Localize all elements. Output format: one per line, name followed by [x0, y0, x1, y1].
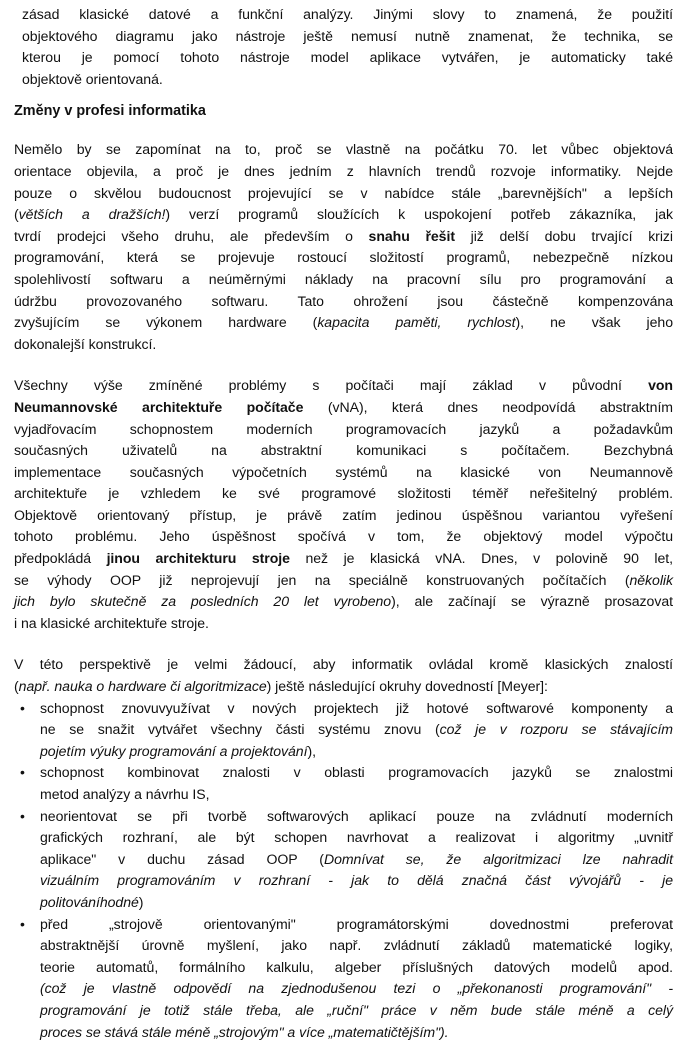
- text-run: než je klasická vNA. Dnes, v polovině 90 let,: [289, 550, 673, 567]
- list-item: [14, 762, 673, 805]
- bold-run: jinou architekturu stroje: [106, 550, 290, 567]
- italic-run: pojetím výuky programování a projektování: [40, 742, 308, 759]
- bullet-icon: •: [20, 915, 25, 932]
- italic-run: např. nauka o hardware či algoritmizace: [18, 678, 267, 695]
- bullet-icon: •: [20, 807, 25, 824]
- text-line: teorie automatů, formálního kalkulu, algeber příslušných datových modelů apod.: [40, 958, 673, 975]
- text-run: ), ne však jeho: [515, 314, 673, 331]
- italic-run: Domnívat se, že algoritmizaci lze nahradit: [323, 850, 673, 867]
- text-line: [40, 849, 673, 871]
- section-heading: Změny v profesi informatika: [14, 103, 206, 120]
- text-line: abstraktnější úrovně myšlení, jako např. zvládnutí základů matematické logiky,: [40, 937, 673, 954]
- text-line: [40, 892, 673, 914]
- text-run: ) ještě následující okruhy dovedností [Meyer]:: [266, 678, 548, 695]
- paragraph-2: [14, 375, 673, 634]
- text-line: schopnost kombinovat znalosti v oblasti programovacích jazyků se znalostmi: [40, 764, 673, 781]
- text-line: proces se stává stále méně „strojovým" a více „matematičtějším").: [40, 1023, 449, 1040]
- text-line: objektově orientovaná.: [22, 70, 163, 87]
- text-line: pouze o skvělou budoucnost projevující se v nabídce stále „barevnějších" a lepších: [14, 184, 673, 201]
- text-line: objektového diagramu jako nástroje ještě nemusí nutně znamenat, že technika, se: [22, 27, 673, 44]
- bold-run: snahu řešit: [368, 227, 455, 244]
- text-line: programování je totiž stále třeba, ale „ruční" práce v něm bude stále méně a celý: [40, 1001, 673, 1018]
- text-line: vizuálním programováním v rozhraní - jak to dělá značná část vývojářů - je: [40, 872, 673, 889]
- intro-paragraph: [14, 4, 673, 90]
- text-line: V této perspektivě je velmi žádoucí, aby informatik ovládal kromě klasických znalostí: [14, 656, 673, 673]
- text-line: implementace současných výpočetních systémů na klasické von Neumannově: [14, 463, 673, 480]
- text-run: (vNA), která dnes neodpovídá abstraktním: [303, 398, 674, 415]
- text-run: tvrdí prodejci všeho druhu, ale především o: [14, 227, 369, 244]
- bullet-icon: •: [20, 699, 25, 716]
- text-line: [40, 719, 673, 741]
- text-line: neorientovat se při tvorbě softwarových aplikací pouze na zvládnutí moderních: [40, 807, 673, 824]
- text-line: dokonalejší konstrukcí.: [14, 335, 157, 352]
- italic-run: kapacita paměti, rychlost: [317, 314, 516, 331]
- text-run: ), ale začínají se výrazně prosazovat: [391, 593, 673, 610]
- text-line: schopnost znovuvyužívat v nových projektech již hotové softwarové komponenty a: [40, 699, 673, 716]
- text-run: ne se snažit vytvářet všechny části systému znovu (: [40, 721, 440, 738]
- text-line: programování, která se projevuje rostoucí složitostí programů, nebezpečně nízkou: [14, 249, 673, 266]
- text-line: [14, 676, 673, 698]
- text-line: Nemělo by se zapomínat na to, proč se vlastně na počátku 70. let vůbec objektová: [14, 141, 673, 158]
- italic-run: což je v rozporu se stávajícím: [439, 721, 674, 738]
- paragraph-1: [14, 139, 673, 355]
- text-line: tohoto problému. Jeho úspěšnost spočívá v tom, že objektový model výpočtu: [14, 528, 673, 545]
- text-line: zásad klasické datové a funkční analýzy. Jinými slovy to znamená, že použití: [22, 6, 673, 22]
- list-item: [14, 698, 673, 763]
- text-line: [14, 397, 673, 419]
- text-run: ),: [307, 742, 316, 759]
- text-line: grafických rozhraní, ale být schopen navrhovat a realizovat i algoritmy „uvnitř: [40, 829, 673, 846]
- italic-run: několik: [629, 571, 673, 588]
- text-run: aplikace" v duchu zásad OOP (: [40, 850, 324, 867]
- text-line: vyjadřovacím schopnostem moderních programovacích jazyků a požadavkům: [14, 420, 673, 437]
- text-line: [14, 226, 673, 248]
- text-line: metod analýzy a návrhu IS,: [40, 786, 210, 802]
- text-line: [14, 375, 673, 397]
- bullet-icon: •: [20, 764, 25, 781]
- text-line: [14, 591, 673, 613]
- text-line: údržbu provozovaného softwaru. Tato ohrožení jsou částečně kompenzována: [14, 292, 673, 309]
- paragraph-gap: [14, 355, 673, 375]
- text-line: [14, 570, 673, 592]
- text-run: zvyšujícím se výkonem hardware (: [14, 314, 318, 331]
- text-line: [14, 204, 673, 226]
- text-run: se výhody OOP již neprojevují jen na speciálně konstruovaných počítačích (: [14, 571, 630, 588]
- list-item: [14, 806, 673, 914]
- text-line: před „strojově orientovanými" programátorskými dovednostmi preferovat: [40, 915, 673, 932]
- paragraph-gap: [14, 634, 673, 654]
- text-line: architektuře je vzhledem ke své programové složitosti téměř neřešitelný problém.: [14, 485, 673, 502]
- text-line: kterou je pomocí tohoto nástroje model aplikace vytvářen, je automaticky také: [22, 49, 673, 66]
- text-line: Objektově orientovaný přístup, je právě zatím jedinou úspěšnou variantou vyřešení: [14, 506, 673, 523]
- text-line: současných uživatelů na abstraktní komunikaci s počítačem. Bezchybná: [14, 442, 673, 459]
- text-line: spolehlivostí softwaru a neúměrnými náklady na pracovní sílu pro programování a: [14, 270, 673, 287]
- text-run: již delší dobu trvající krizi: [454, 227, 673, 244]
- text-line: (což je vlastně odpovědí na zjednodušenou tezi o „překonanosti programování" -: [40, 980, 673, 997]
- italic-run: politováníhodné: [40, 893, 139, 910]
- bullet-list: [14, 698, 673, 1044]
- paragraph-3: [14, 654, 673, 697]
- text-run: ) verzí programů sloužících k uspokojení potřeb zákazníka, jak: [165, 206, 673, 223]
- italic-run: jich bylo skutečně za posledních 20 let vyrobeno: [14, 593, 392, 610]
- text-run: (: [14, 678, 19, 695]
- text-run: ): [138, 893, 144, 910]
- list-item: [14, 914, 673, 1044]
- text-line: [14, 312, 673, 334]
- text-run: Všechny výše zmíněné problémy s počítači mají základ v původní: [14, 377, 649, 394]
- text-run: (: [14, 206, 19, 223]
- bold-run: Neumannovské architektuře počítače: [14, 398, 304, 415]
- text-line: i na klasické architektuře stroje.: [14, 614, 209, 631]
- text-line: [14, 548, 673, 570]
- text-line: [40, 741, 673, 763]
- text-line: orientace objevila, a proč je dnes jedním z hlavních trendů rozvoje informatiky. Nejde: [14, 162, 673, 179]
- italic-run: větších a dražších!: [18, 206, 166, 223]
- bold-run: von: [648, 377, 673, 394]
- text-run: předpokládá: [14, 550, 107, 567]
